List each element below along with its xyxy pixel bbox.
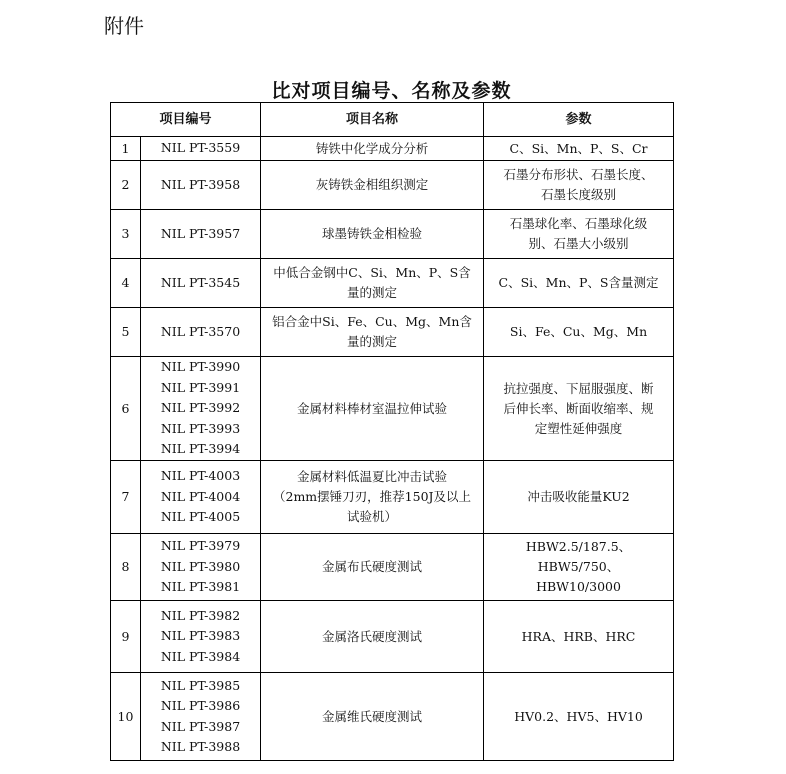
row-number: 4: [111, 259, 141, 308]
project-codes: NIL PT-3958: [141, 161, 261, 210]
row-number: 3: [111, 210, 141, 259]
project-codes: NIL PT-3982 NIL PT-3983 NIL PT-3984: [141, 601, 261, 673]
project-params: 石墨分布形状、石墨长度、 石墨长度级别: [484, 161, 674, 210]
project-codes: NIL PT-3570: [141, 308, 261, 357]
project-params: HBW2.5/187.5、HBW5/750、 HBW10/3000: [484, 534, 674, 601]
project-name: 金属材料低温夏比冲击试验 （2mm摆锤刀刃，推荐150J及以上 试验机）: [261, 461, 484, 534]
row-number: 10: [111, 673, 141, 761]
project-codes: NIL PT-3979 NIL PT-3980 NIL PT-3981: [141, 534, 261, 601]
table-row: [111, 137, 674, 161]
header-code: 项目编号: [111, 103, 261, 137]
row-number: 1: [111, 137, 141, 161]
project-codes: NIL PT-4003 NIL PT-4004 NIL PT-4005: [141, 461, 261, 534]
parameters-table: [110, 102, 674, 761]
project-name: 铸铁中化学成分分析: [261, 137, 484, 161]
project-name: 铝合金中Si、Fe、Cu、Mg、Mn含 量的测定: [261, 308, 484, 357]
attachment-label: 附件: [104, 14, 144, 38]
project-name: 金属材料棒材室温拉伸试验: [261, 357, 484, 461]
table-row: [111, 161, 674, 210]
project-params: 冲击吸收能量KU2: [484, 461, 674, 534]
project-params: 抗拉强度、下屈服强度、断 后伸长率、断面收缩率、规 定塑性延伸强度: [484, 357, 674, 461]
project-codes: NIL PT-3545: [141, 259, 261, 308]
project-params: 石墨球化率、石墨球化级 别、石墨大小级别: [484, 210, 674, 259]
project-name: 金属洛氏硬度测试: [261, 601, 484, 673]
project-params: C、Si、Mn、P、S、Cr: [484, 137, 674, 161]
table-row: [111, 534, 674, 601]
row-number: 9: [111, 601, 141, 673]
table-row: [111, 259, 674, 308]
project-name: 金属维氏硬度测试: [261, 673, 484, 761]
project-name: 中低合金钢中C、Si、Mn、P、S含 量的测定: [261, 259, 484, 308]
row-number: 2: [111, 161, 141, 210]
project-params: HRA、HRB、HRC: [484, 601, 674, 673]
table-row: [111, 357, 674, 461]
project-codes: NIL PT-3559: [141, 137, 261, 161]
project-params: C、Si、Mn、P、S含量测定: [484, 259, 674, 308]
project-name: 灰铸铁金相组织测定: [261, 161, 484, 210]
header-params: 参数: [484, 103, 674, 137]
table-title: 比对项目编号、名称及参数: [271, 80, 512, 102]
row-number: 8: [111, 534, 141, 601]
project-codes: NIL PT-3957: [141, 210, 261, 259]
table-row: [111, 308, 674, 357]
project-codes: NIL PT-3985 NIL PT-3986 NIL PT-3987 NIL PT-3988: [141, 673, 261, 761]
row-number: 7: [111, 461, 141, 534]
project-name: 金属布氏硬度测试: [261, 534, 484, 601]
table-row: [111, 210, 674, 259]
table-row: [111, 601, 674, 673]
table-row: [111, 673, 674, 761]
row-number: 5: [111, 308, 141, 357]
row-number: 6: [111, 357, 141, 461]
project-codes: NIL PT-3990 NIL PT-3991 NIL PT-3992 NIL PT-3993 NIL PT-3994: [141, 357, 261, 461]
table-row: [111, 461, 674, 534]
header-name: 项目名称: [261, 103, 484, 137]
project-params: HV0.2、HV5、HV10: [484, 673, 674, 761]
project-name: 球墨铸铁金相检验: [261, 210, 484, 259]
project-params: Si、Fe、Cu、Mg、Mn: [484, 308, 674, 357]
table-header-row: [111, 103, 674, 137]
